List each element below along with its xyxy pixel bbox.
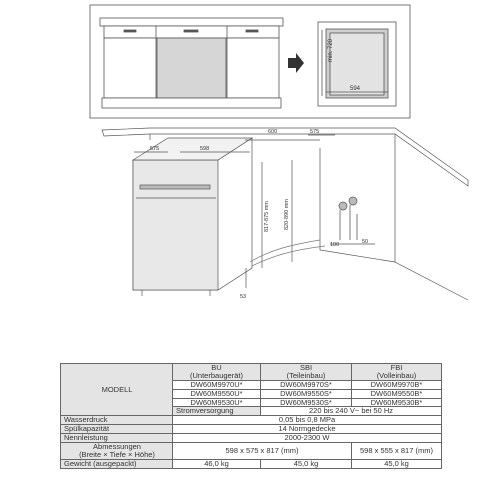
table-header-row	[61, 364, 442, 381]
row-value: 0,05 bis 0,8 MPa	[173, 416, 442, 425]
model-number: DW60M9550U*	[173, 389, 261, 398]
model-number: DW60M9530S*	[261, 398, 352, 407]
table-row	[61, 442, 442, 459]
model-number: DW60M9970B*	[352, 380, 442, 389]
model-number: DW60M9550S*	[261, 389, 352, 398]
row-label: Wasserdruck	[61, 416, 173, 425]
kitchen-cabinet-illustration	[100, 18, 283, 108]
column-header-sbi: SBI (Teileinbau)	[261, 364, 352, 381]
row-value: 598 x 555 x 817 (mm)	[352, 442, 442, 459]
row-label: Spülkapazität	[61, 425, 173, 434]
column-header-fbi: FBI (Volleinbau)	[352, 364, 442, 381]
niche-illustration	[318, 22, 396, 106]
dim-depth: 575	[150, 146, 160, 152]
dim-foot: 53	[240, 294, 247, 300]
row-value: 14 Normgedecke	[173, 425, 442, 434]
niche-width-label: 594	[350, 86, 361, 92]
model-number: DW60M9530B*	[352, 398, 442, 407]
dim-niche-depth: 575	[310, 129, 320, 135]
row-label-dimensions: Abmessungen (Breite × Tiefe × Höhe)	[61, 442, 173, 459]
row-value: 45,0 kg	[352, 459, 442, 468]
modell-header: MODELL	[61, 364, 173, 416]
table-row	[61, 459, 442, 468]
row-label: Stromversorgung	[173, 407, 261, 416]
row-label: Nennleistung	[61, 434, 173, 443]
table-row	[61, 425, 442, 434]
row-value: 45,0 kg	[261, 459, 352, 468]
column-header-bu: BU (Unterbaugerät)	[173, 364, 261, 381]
model-number: DW60M9530U*	[173, 398, 261, 407]
dim-width: 598	[200, 146, 210, 152]
dim-niche-height-range: 820-890 mm	[284, 199, 290, 230]
model-number: DW60M9970S*	[261, 380, 352, 389]
niche-height-label: min. 720	[328, 38, 334, 62]
row-label: Gewicht (ausgepackt)	[61, 459, 173, 468]
dim-height-range: 817-875 mm	[264, 201, 270, 232]
dim-hose-b: 50	[362, 239, 369, 245]
row-value: 598 x 575 x 817 (mm)	[173, 442, 352, 459]
specification-table	[60, 363, 442, 469]
model-number: DW60M9550B*	[352, 389, 442, 398]
model-number: DW60M9970U*	[173, 380, 261, 389]
dim-hose-a: 100	[330, 242, 340, 248]
row-value: 2000-2300 W	[173, 434, 442, 443]
row-value: 220 bis 240 V~ bei 50 Hz	[261, 407, 442, 416]
table-row	[61, 416, 442, 425]
row-value: 46,0 kg	[173, 459, 261, 468]
dim-niche-width: 600	[268, 129, 278, 135]
table-row	[61, 434, 442, 443]
